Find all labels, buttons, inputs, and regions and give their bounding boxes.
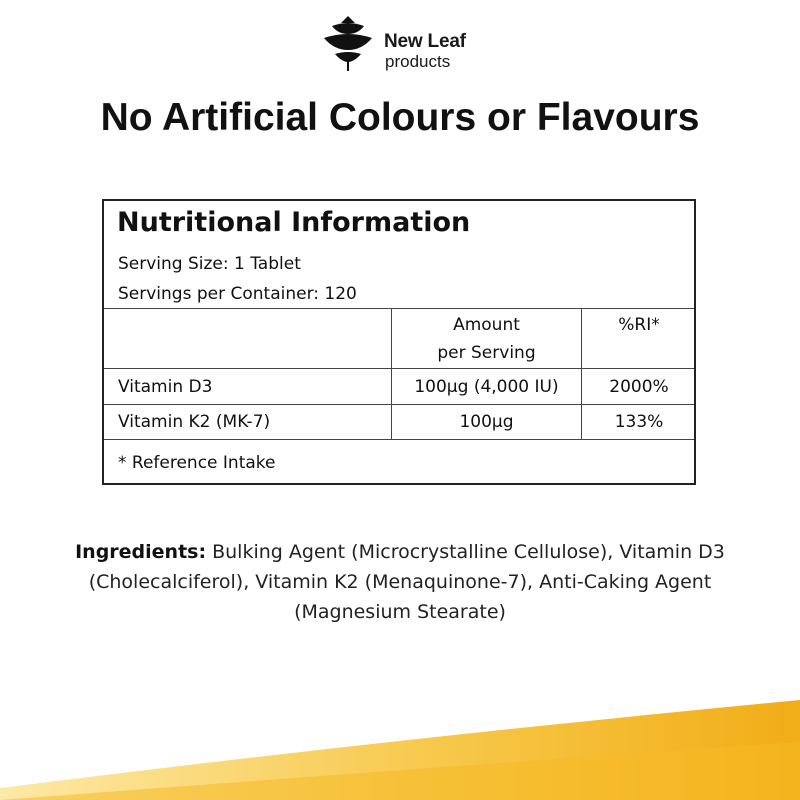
nutrition-title: Nutritional Information [117,207,471,238]
leaf-tree-icon [322,14,374,72]
brand-subtitle: products [385,52,451,71]
reference-intake-footnote: * Reference Intake [118,453,276,473]
table-divider [104,368,694,369]
column-header-ri: %RI* [618,315,660,335]
servings-per-container: Servings per Container: 120 [118,284,357,304]
serving-size: Serving Size: 1 Tablet [118,254,301,274]
ingredients-text [60,537,740,627]
nutrient-ri: 2000% [609,377,669,397]
ingredients-list: Bulking Agent (Microcrystalline Cellulose), Vitamin D3 (Cholecalciferol), Vitamin K2 (Menaquinone-7), Anti-Caking Agent (Magnesium Stearate) [88,541,725,623]
brand-name: New Leaf [384,31,466,52]
nutrient-name: Vitamin D3 [118,377,213,397]
headline: No Artificial Colours or Flavours [100,96,700,139]
brand-logo [322,14,492,72]
decorative-swoosh [0,680,800,800]
nutrient-ri: 133% [614,412,664,432]
table-divider [104,404,694,405]
column-header-amount: Amount [453,315,520,335]
nutrient-name: Vitamin K2 (MK-7) [118,412,271,432]
nutrition-panel [102,199,696,485]
nutrient-amount: 100µg [459,412,514,432]
ingredients-label: Ingredients: [75,541,207,563]
table-divider [104,439,694,440]
nutrient-amount: 100µg (4,000 IU) [414,377,559,397]
table-divider [104,308,694,309]
column-header-amount-sub: per Serving [437,343,536,363]
